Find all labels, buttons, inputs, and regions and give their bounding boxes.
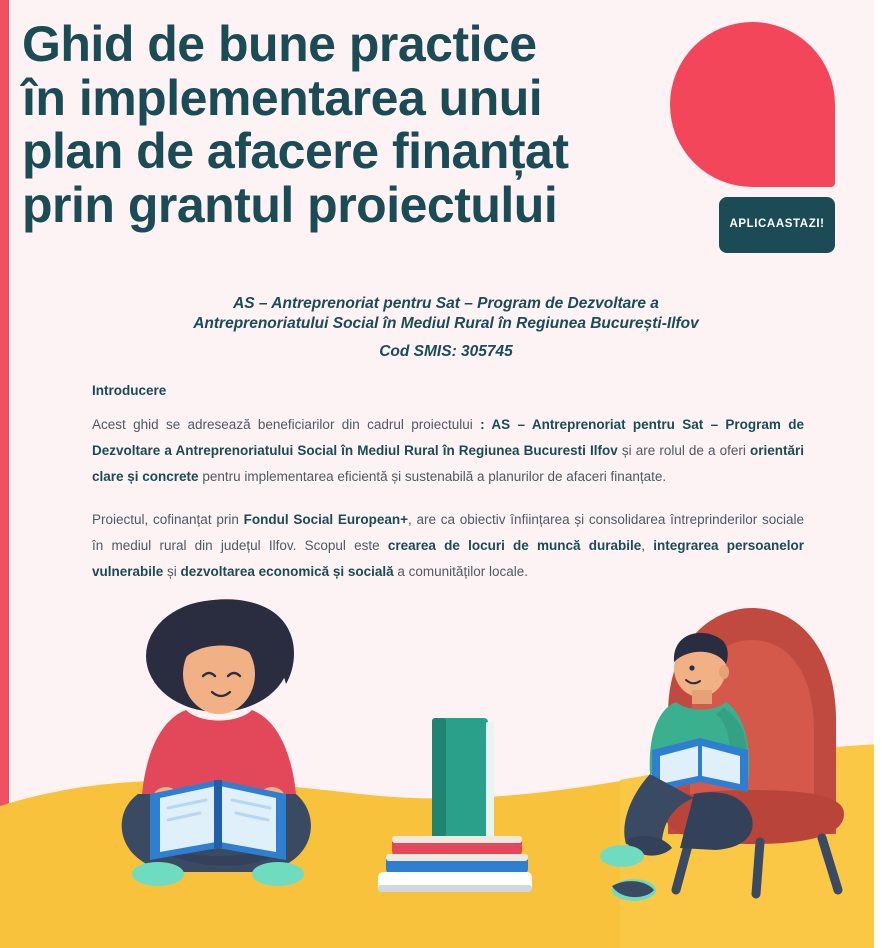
body-text: a comunităților locale. <box>393 564 528 580</box>
emphasis-text: orientări clare și concrete <box>92 442 805 485</box>
paragraph-2 <box>92 507 804 586</box>
reading-people-illustration <box>0 598 882 948</box>
subtitle-line-2: Antreprenoriatului Social în Mediul Rural în Regiunea București-Ilfov <box>193 314 699 332</box>
emphasis-text: Fondul Social European+ <box>243 511 408 527</box>
body-text: , are ca obiectiv înființarea și consolidarea întreprinderilor sociale în mediul rural din județul Ilfov. Scopul este <box>92 511 804 553</box>
project-subtitle <box>0 294 882 361</box>
decorative-blob-shape <box>670 22 835 187</box>
apply-today-button[interactable] <box>719 197 835 253</box>
title-line-1: Ghid de bune practice <box>22 16 537 72</box>
cta-label-line2: ASTAZI! <box>775 218 825 231</box>
body-text: Acest ghid se adresează beneficiarilor din cadrul proiectului <box>92 416 481 432</box>
right-white-edge <box>874 0 882 948</box>
emphasis-text: integrarea persoanelor vulnerabile <box>92 537 804 580</box>
cta-label-line1: APLICA <box>729 218 776 231</box>
body-text: pentru implementarea eficientă și sustenabilă a planurilor de afaceri finanțate. <box>198 469 667 485</box>
subtitle-line-1: AS – Antreprenoriat pentru Sat – Program de Dezvoltare a <box>233 295 659 312</box>
title-line-3: plan de afacere finanțat <box>22 123 569 179</box>
body-text: Proiectul, cofinanțat prin <box>92 511 244 527</box>
emphasis-text: dezvoltarea economică și socială <box>180 564 394 580</box>
title-line-4: prin grantul proiectului <box>22 176 558 233</box>
smis-code: Cod SMIS: 305745 <box>379 342 513 360</box>
illustration-woman-reading <box>122 599 311 886</box>
body-text: și are rolul de a oferi <box>617 442 750 458</box>
body-text: și <box>163 564 181 580</box>
title-line-2: în implementarea unui <box>22 69 543 126</box>
content-body <box>0 361 882 586</box>
page-title <box>22 18 682 232</box>
emphasis-text: : AS – Antreprenoriat pentru Sat – Program de Dezvoltare a Antreprenoriatului Social în Mediul Rural în Regiunea Bucuresti Ilfov <box>92 416 805 458</box>
section-heading-introducere: Introducere <box>92 382 167 398</box>
body-text: , <box>641 537 654 553</box>
paragraph-1 <box>92 412 804 491</box>
emphasis-text: crearea de locuri de muncă durabile <box>387 537 642 553</box>
hero-section <box>0 0 882 290</box>
